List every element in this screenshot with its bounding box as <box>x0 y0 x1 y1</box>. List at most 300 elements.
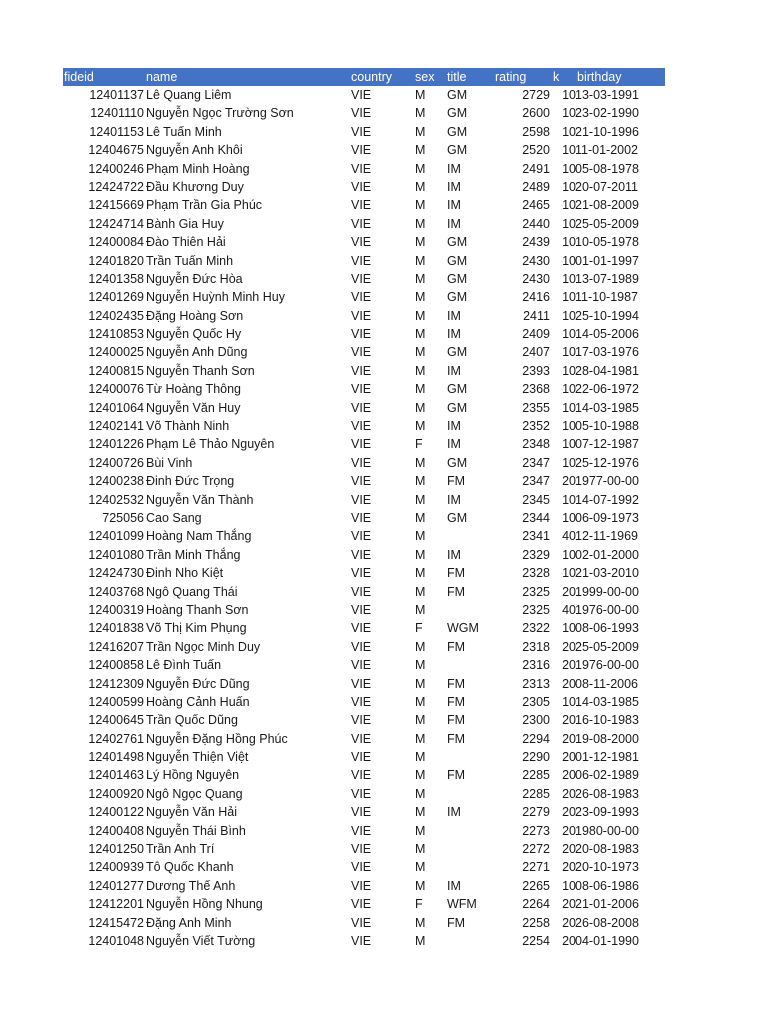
cell-birthday[interactable]: 06-02-1989 <box>575 768 639 783</box>
cell-rating[interactable]: 2325 <box>522 584 550 599</box>
cell-name[interactable]: Nguyễn Thái Bình <box>146 823 246 838</box>
cell-country[interactable]: VIE <box>351 253 372 268</box>
cell-country[interactable]: VIE <box>351 290 372 305</box>
cell-title[interactable]: GM <box>447 253 468 268</box>
cell-country[interactable]: VIE <box>351 731 372 746</box>
cell-k[interactable]: 20 <box>562 750 576 765</box>
cell-sex[interactable]: M <box>415 253 426 268</box>
cell-country[interactable]: VIE <box>351 786 372 801</box>
cell-sex[interactable]: M <box>415 694 426 709</box>
cell-country[interactable]: VIE <box>351 897 372 912</box>
cell-k[interactable]: 10 <box>562 253 576 268</box>
cell-name[interactable]: Ngô Ngọc Quang <box>146 786 243 801</box>
cell-country[interactable]: VIE <box>351 805 372 820</box>
cell-title[interactable]: FM <box>447 676 466 691</box>
cell-k[interactable]: 10 <box>562 143 576 158</box>
cell-name[interactable]: Cao Sang <box>146 510 202 525</box>
cell-name[interactable]: Trần Quốc Dũng <box>146 713 238 728</box>
cell-fideid[interactable]: 12401820 <box>88 253 144 268</box>
cell-birthday[interactable]: 25-05-2009 <box>575 639 639 654</box>
cell-fideid[interactable]: 12401277 <box>88 878 144 893</box>
cell-k[interactable]: 10 <box>562 198 576 213</box>
cell-title[interactable]: GM <box>447 124 468 139</box>
cell-birthday[interactable]: 21-08-2009 <box>575 198 639 213</box>
cell-title[interactable]: IM <box>447 179 461 194</box>
cell-sex[interactable]: F <box>415 897 423 912</box>
cell-birthday[interactable]: 08-06-1986 <box>575 878 639 893</box>
cell-rating[interactable]: 2345 <box>522 492 550 507</box>
cell-birthday[interactable]: 06-09-1973 <box>575 510 639 525</box>
cell-rating[interactable]: 2347 <box>522 455 550 470</box>
cell-name[interactable]: Đầu Khương Duy <box>146 179 244 194</box>
cell-country[interactable]: VIE <box>351 400 372 415</box>
cell-name[interactable]: Nguyễn Văn Huy <box>146 400 241 415</box>
cell-birthday[interactable]: 01-12-1981 <box>575 750 639 765</box>
cell-birthday[interactable]: 20-10-1973 <box>575 860 639 875</box>
cell-rating[interactable]: 2285 <box>522 768 550 783</box>
cell-name[interactable]: Đinh Đức Trọng <box>146 474 235 489</box>
cell-title[interactable]: GM <box>447 345 468 360</box>
cell-country[interactable]: VIE <box>351 216 372 231</box>
cell-sex[interactable]: M <box>415 419 426 434</box>
cell-birthday[interactable]: 14-05-2006 <box>575 327 639 342</box>
cell-country[interactable]: VIE <box>351 915 372 930</box>
cell-title[interactable]: FM <box>447 694 466 709</box>
cell-k[interactable]: 20 <box>562 731 576 746</box>
cell-country[interactable]: VIE <box>351 529 372 544</box>
cell-rating[interactable]: 2489 <box>522 179 550 194</box>
cell-country[interactable]: VIE <box>351 271 372 286</box>
cell-rating[interactable]: 2600 <box>522 106 550 121</box>
cell-name[interactable]: Nguyễn Đức Hòa <box>146 271 243 286</box>
cell-sex[interactable]: M <box>415 529 426 544</box>
cell-rating[interactable]: 2348 <box>522 437 550 452</box>
cell-rating[interactable]: 2325 <box>522 602 550 617</box>
cell-sex[interactable]: M <box>415 878 426 893</box>
cell-birthday[interactable]: 04-01-1990 <box>575 933 639 948</box>
cell-fideid[interactable]: 12402435 <box>88 308 144 323</box>
cell-title[interactable]: IM <box>447 437 461 452</box>
cell-country[interactable]: VIE <box>351 345 372 360</box>
cell-title[interactable]: FM <box>447 915 466 930</box>
cell-country[interactable]: VIE <box>351 878 372 893</box>
cell-country[interactable]: VIE <box>351 198 372 213</box>
cell-birthday[interactable]: 17-03-1976 <box>575 345 639 360</box>
cell-fideid[interactable]: 12400084 <box>88 235 144 250</box>
cell-k[interactable]: 20 <box>562 786 576 801</box>
cell-sex[interactable]: M <box>415 124 426 139</box>
cell-name[interactable]: Tô Quốc Khanh <box>146 860 234 875</box>
cell-fideid[interactable]: 12416207 <box>88 639 144 654</box>
cell-country[interactable]: VIE <box>351 547 372 562</box>
cell-country[interactable]: VIE <box>351 658 372 673</box>
cell-country[interactable]: VIE <box>351 437 372 452</box>
cell-k[interactable]: 40 <box>562 529 576 544</box>
cell-country[interactable]: VIE <box>351 363 372 378</box>
header-sex[interactable]: sex <box>415 70 435 84</box>
cell-fideid[interactable]: 12400246 <box>88 161 144 176</box>
header-fideid[interactable]: fideid <box>64 70 94 84</box>
cell-k[interactable]: 10 <box>562 345 576 360</box>
cell-title[interactable]: FM <box>447 713 466 728</box>
cell-rating[interactable]: 2440 <box>522 216 550 231</box>
cell-fideid[interactable]: 12400025 <box>88 345 144 360</box>
cell-birthday[interactable]: 1976-00-00 <box>575 658 639 673</box>
cell-sex[interactable]: M <box>415 363 426 378</box>
cell-name[interactable]: Nguyễn Viết Tường <box>146 933 256 948</box>
cell-sex[interactable]: M <box>415 805 426 820</box>
cell-rating[interactable]: 2729 <box>522 88 550 102</box>
cell-fideid[interactable]: 12401110 <box>90 106 144 121</box>
cell-k[interactable]: 20 <box>562 860 576 875</box>
cell-title[interactable]: GM <box>447 510 468 525</box>
cell-k[interactable]: 20 <box>562 584 576 599</box>
cell-birthday[interactable]: 1980-00-00 <box>575 823 639 838</box>
cell-rating[interactable]: 2598 <box>522 124 550 139</box>
cell-rating[interactable]: 2352 <box>522 419 550 434</box>
cell-rating[interactable]: 2430 <box>522 253 550 268</box>
cell-rating[interactable]: 2341 <box>522 529 550 544</box>
cell-rating[interactable]: 2322 <box>522 621 550 636</box>
cell-k[interactable]: 20 <box>562 897 576 912</box>
cell-k[interactable]: 20 <box>562 915 576 930</box>
cell-sex[interactable]: M <box>415 823 426 838</box>
cell-title[interactable]: IM <box>447 492 461 507</box>
cell-rating[interactable]: 2258 <box>522 915 550 930</box>
cell-title[interactable]: WGM <box>447 621 479 636</box>
cell-birthday[interactable]: 22-06-1972 <box>575 382 639 397</box>
cell-sex[interactable]: M <box>415 860 426 875</box>
cell-sex[interactable]: M <box>415 786 426 801</box>
cell-k[interactable]: 10 <box>562 161 576 176</box>
cell-fideid[interactable]: 12400645 <box>88 713 144 728</box>
cell-fideid[interactable]: 12400408 <box>88 823 144 838</box>
cell-fideid[interactable]: 12400076 <box>88 382 144 397</box>
cell-country[interactable]: VIE <box>351 235 372 250</box>
cell-name[interactable]: Nguyễn Anh Khôi <box>146 143 243 158</box>
cell-fideid[interactable]: 12424730 <box>88 566 144 581</box>
cell-name[interactable]: Trần Anh Trí <box>146 842 215 857</box>
cell-sex[interactable]: M <box>415 768 426 783</box>
cell-birthday[interactable]: 14-03-1985 <box>575 400 639 415</box>
cell-birthday[interactable]: 12-11-1969 <box>575 529 639 544</box>
cell-birthday[interactable]: 13-07-1989 <box>575 271 639 286</box>
cell-sex[interactable]: M <box>415 510 426 525</box>
cell-fideid[interactable]: 12401080 <box>88 547 144 562</box>
cell-rating[interactable]: 2355 <box>522 400 550 415</box>
cell-sex[interactable]: M <box>415 547 426 562</box>
cell-rating[interactable]: 2368 <box>522 382 550 397</box>
cell-k[interactable]: 10 <box>562 382 576 397</box>
cell-country[interactable]: VIE <box>351 308 372 323</box>
cell-k[interactable]: 20 <box>562 805 576 820</box>
cell-fideid[interactable]: 12401269 <box>88 290 144 305</box>
cell-fideid[interactable]: 12401048 <box>88 933 144 948</box>
cell-k[interactable]: 20 <box>562 768 576 783</box>
cell-fideid[interactable]: 12415472 <box>88 915 144 930</box>
cell-rating[interactable]: 2347 <box>522 474 550 489</box>
cell-name[interactable]: Phạm Minh Hoàng <box>146 161 250 176</box>
cell-name[interactable]: Lê Quang Liêm <box>146 88 232 102</box>
cell-fideid[interactable]: 12415669 <box>88 198 144 213</box>
cell-sex[interactable]: M <box>415 492 426 507</box>
cell-k[interactable]: 10 <box>562 327 576 342</box>
cell-fideid[interactable]: 12400122 <box>88 805 144 820</box>
cell-name[interactable]: Bành Gia Huy <box>146 216 224 231</box>
cell-sex[interactable]: M <box>415 345 426 360</box>
cell-rating[interactable]: 2344 <box>522 510 550 525</box>
cell-fideid[interactable]: 12400319 <box>88 602 144 617</box>
cell-title[interactable]: IM <box>447 327 461 342</box>
cell-country[interactable]: VIE <box>351 694 372 709</box>
cell-country[interactable]: VIE <box>351 124 372 139</box>
cell-birthday[interactable]: 20-07-2011 <box>575 179 639 194</box>
cell-birthday[interactable]: 1976-00-00 <box>575 602 639 617</box>
cell-country[interactable]: VIE <box>351 106 372 121</box>
cell-rating[interactable]: 2290 <box>522 750 550 765</box>
cell-birthday[interactable]: 10-05-1978 <box>575 235 639 250</box>
cell-k[interactable]: 10 <box>562 878 576 893</box>
cell-birthday[interactable]: 02-01-2000 <box>575 547 639 562</box>
cell-k[interactable]: 10 <box>562 88 576 102</box>
cell-birthday[interactable]: 23-09-1993 <box>575 805 639 820</box>
cell-fideid[interactable]: 12402532 <box>88 492 144 507</box>
cell-sex[interactable]: M <box>415 639 426 654</box>
cell-fideid[interactable]: 12401838 <box>88 621 144 636</box>
cell-k[interactable]: 10 <box>562 290 576 305</box>
cell-title[interactable]: IM <box>447 198 461 213</box>
cell-k[interactable]: 10 <box>562 124 576 139</box>
cell-sex[interactable]: M <box>415 382 426 397</box>
cell-birthday[interactable]: 1977-00-00 <box>575 474 639 489</box>
cell-title[interactable]: GM <box>447 106 468 121</box>
cell-name[interactable]: Lý Hồng Nguyên <box>146 768 240 783</box>
cell-name[interactable]: Nguyễn Huỳnh Minh Huy <box>146 290 285 305</box>
cell-sex[interactable]: M <box>415 455 426 470</box>
cell-name[interactable]: Nguyễn Đức Dũng <box>146 676 250 691</box>
cell-fideid[interactable]: 12401153 <box>89 124 144 139</box>
cell-fideid[interactable]: 12401463 <box>88 768 144 783</box>
cell-country[interactable]: VIE <box>351 474 372 489</box>
cell-name[interactable]: Đào Thiên Hải <box>146 235 226 250</box>
cell-title[interactable]: GM <box>447 143 468 158</box>
cell-fideid[interactable]: 12424722 <box>88 179 144 194</box>
cell-title[interactable]: IM <box>447 805 461 820</box>
cell-country[interactable]: VIE <box>351 492 372 507</box>
cell-sex[interactable]: M <box>415 198 426 213</box>
cell-rating[interactable]: 2407 <box>522 345 550 360</box>
cell-rating[interactable]: 2300 <box>522 713 550 728</box>
cell-rating[interactable]: 2393 <box>522 363 550 378</box>
cell-name[interactable]: Nguyễn Văn Hải <box>146 805 238 820</box>
cell-title[interactable]: GM <box>447 271 468 286</box>
cell-k[interactable]: 10 <box>562 455 576 470</box>
cell-name[interactable]: Nguyễn Thiện Việt <box>146 750 249 765</box>
cell-title[interactable]: FM <box>447 474 466 489</box>
cell-fideid[interactable]: 12404675 <box>88 143 144 158</box>
cell-sex[interactable]: F <box>415 437 423 452</box>
cell-fideid[interactable]: 12401137 <box>89 88 144 102</box>
header-rating[interactable]: rating <box>495 70 527 84</box>
cell-rating[interactable]: 2439 <box>522 235 550 250</box>
cell-k[interactable]: 10 <box>562 271 576 286</box>
cell-birthday[interactable]: 21-01-2006 <box>575 897 639 912</box>
cell-country[interactable]: VIE <box>351 639 372 654</box>
cell-k[interactable]: 20 <box>562 658 576 673</box>
cell-birthday[interactable]: 26-08-1983 <box>575 786 639 801</box>
cell-rating[interactable]: 2328 <box>522 566 550 581</box>
cell-birthday[interactable]: 25-05-2009 <box>575 216 639 231</box>
cell-sex[interactable]: M <box>415 676 426 691</box>
cell-k[interactable]: 10 <box>562 566 576 581</box>
cell-rating[interactable]: 2313 <box>522 676 550 691</box>
cell-name[interactable]: Ngô Quang Thái <box>146 584 238 599</box>
cell-birthday[interactable]: 25-12-1976 <box>575 455 639 470</box>
cell-birthday[interactable]: 11-01-2002 <box>575 143 639 158</box>
cell-fideid[interactable]: 12412309 <box>88 676 144 691</box>
cell-birthday[interactable]: 11-10-1987 <box>575 290 639 305</box>
cell-title[interactable]: IM <box>447 419 461 434</box>
cell-k[interactable]: 10 <box>562 492 576 507</box>
cell-title[interactable]: GM <box>447 455 468 470</box>
header-title[interactable]: title <box>447 70 467 84</box>
cell-name[interactable]: Dương Thế Anh <box>146 878 236 893</box>
cell-k[interactable]: 40 <box>562 602 576 617</box>
cell-rating[interactable]: 2265 <box>522 878 550 893</box>
cell-fideid[interactable]: 12403768 <box>88 584 144 599</box>
cell-name[interactable]: Hoàng Cảnh Huấn <box>146 694 250 709</box>
header-k[interactable]: k <box>553 70 560 84</box>
cell-rating[interactable]: 2409 <box>522 327 550 342</box>
cell-fideid[interactable]: 12400939 <box>88 860 144 875</box>
cell-k[interactable]: 10 <box>562 510 576 525</box>
cell-k[interactable]: 10 <box>562 694 576 709</box>
cell-birthday[interactable]: 01-01-1997 <box>575 253 639 268</box>
cell-rating[interactable]: 2318 <box>522 639 550 654</box>
cell-sex[interactable]: M <box>415 842 426 857</box>
cell-rating[interactable]: 2285 <box>522 786 550 801</box>
cell-k[interactable]: 20 <box>562 474 576 489</box>
cell-country[interactable]: VIE <box>351 143 372 158</box>
cell-country[interactable]: VIE <box>351 327 372 342</box>
cell-name[interactable]: Đặng Anh Minh <box>146 915 232 930</box>
cell-country[interactable]: VIE <box>351 676 372 691</box>
cell-fideid[interactable]: 12400238 <box>88 474 144 489</box>
cell-fideid[interactable]: 12424714 <box>88 216 144 231</box>
cell-rating[interactable]: 2273 <box>522 823 550 838</box>
cell-name[interactable]: Đặng Hoàng Sơn <box>146 308 244 323</box>
cell-fideid[interactable]: 12401226 <box>88 437 144 452</box>
cell-sex[interactable]: M <box>415 933 426 948</box>
cell-birthday[interactable]: 05-10-1988 <box>575 419 639 434</box>
cell-rating[interactable]: 2416 <box>522 290 550 305</box>
cell-name[interactable]: Nguyễn Hồng Nhung <box>146 897 263 912</box>
cell-fideid[interactable]: 12400599 <box>88 694 144 709</box>
cell-birthday[interactable]: 08-11-2006 <box>575 676 639 691</box>
cell-k[interactable]: 10 <box>562 235 576 250</box>
cell-title[interactable]: GM <box>447 400 468 415</box>
cell-fideid[interactable]: 12401498 <box>88 750 144 765</box>
cell-name[interactable]: Nguyễn Quốc Hy <box>146 327 242 342</box>
cell-birthday[interactable]: 05-08-1978 <box>575 161 639 176</box>
cell-country[interactable]: VIE <box>351 750 372 765</box>
cell-title[interactable]: GM <box>447 382 468 397</box>
cell-sex[interactable]: M <box>415 179 426 194</box>
cell-country[interactable]: VIE <box>351 933 372 948</box>
cell-k[interactable]: 20 <box>562 842 576 857</box>
cell-k[interactable]: 10 <box>562 308 576 323</box>
cell-birthday[interactable]: 23-02-1990 <box>575 106 639 121</box>
cell-name[interactable]: Võ Thị Kim Phụng <box>146 621 247 636</box>
cell-sex[interactable]: M <box>415 143 426 158</box>
cell-sex[interactable]: M <box>415 88 426 102</box>
cell-fideid[interactable]: 725056 <box>102 510 144 525</box>
cell-name[interactable]: Trần Minh Thắng <box>146 547 241 562</box>
cell-birthday[interactable]: 26-08-2008 <box>575 915 639 930</box>
cell-title[interactable]: WFM <box>447 897 477 912</box>
cell-title[interactable]: IM <box>447 547 461 562</box>
cell-title[interactable]: IM <box>447 216 461 231</box>
cell-rating[interactable]: 2254 <box>522 933 550 948</box>
cell-rating[interactable]: 2520 <box>522 143 550 158</box>
cell-birthday[interactable]: 19-08-2000 <box>575 731 639 746</box>
cell-name[interactable]: Trần Ngọc Minh Duy <box>146 639 261 654</box>
cell-sex[interactable]: M <box>415 566 426 581</box>
cell-sex[interactable]: M <box>415 235 426 250</box>
cell-fideid[interactable]: 12402141 <box>88 419 144 434</box>
cell-sex[interactable]: M <box>415 327 426 342</box>
cell-k[interactable]: 20 <box>562 639 576 654</box>
cell-birthday[interactable]: 13-03-1991 <box>575 88 639 102</box>
cell-rating[interactable]: 2305 <box>522 694 550 709</box>
cell-name[interactable]: Nguyễn Ngọc Trường Sơn <box>146 106 294 121</box>
cell-title[interactable]: GM <box>447 290 468 305</box>
cell-country[interactable]: VIE <box>351 455 372 470</box>
cell-k[interactable]: 20 <box>562 713 576 728</box>
cell-sex[interactable]: F <box>415 621 423 636</box>
cell-sex[interactable]: M <box>415 271 426 286</box>
cell-country[interactable]: VIE <box>351 179 372 194</box>
cell-fideid[interactable]: 12400815 <box>88 363 144 378</box>
cell-birthday[interactable]: 21-10-1996 <box>575 124 639 139</box>
cell-name[interactable]: Nguyễn Đặng Hồng Phúc <box>146 731 288 746</box>
cell-sex[interactable]: M <box>415 658 426 673</box>
cell-country[interactable]: VIE <box>351 419 372 434</box>
cell-rating[interactable]: 2430 <box>522 271 550 286</box>
cell-k[interactable]: 20 <box>562 823 576 838</box>
cell-title[interactable]: FM <box>447 584 466 599</box>
cell-name[interactable]: Từ Hoàng Thông <box>146 382 242 397</box>
cell-fideid[interactable]: 12412201 <box>88 897 144 912</box>
cell-sex[interactable]: M <box>415 290 426 305</box>
cell-country[interactable]: VIE <box>351 584 372 599</box>
cell-title[interactable]: IM <box>447 363 461 378</box>
cell-country[interactable]: VIE <box>351 842 372 857</box>
cell-country[interactable]: VIE <box>351 768 372 783</box>
cell-fideid[interactable]: 12401099 <box>88 529 144 544</box>
header-name[interactable]: name <box>146 70 178 84</box>
cell-country[interactable]: VIE <box>351 823 372 838</box>
cell-rating[interactable]: 2279 <box>522 805 550 820</box>
cell-sex[interactable]: M <box>415 106 426 121</box>
cell-rating[interactable]: 2491 <box>522 161 550 176</box>
cell-country[interactable]: VIE <box>351 566 372 581</box>
cell-birthday[interactable]: 08-06-1993 <box>575 621 639 636</box>
cell-birthday[interactable]: 20-08-1983 <box>575 842 639 857</box>
cell-name[interactable]: Đinh Nho Kiệt <box>146 566 224 581</box>
cell-k[interactable]: 10 <box>562 437 576 452</box>
cell-country[interactable]: VIE <box>351 621 372 636</box>
